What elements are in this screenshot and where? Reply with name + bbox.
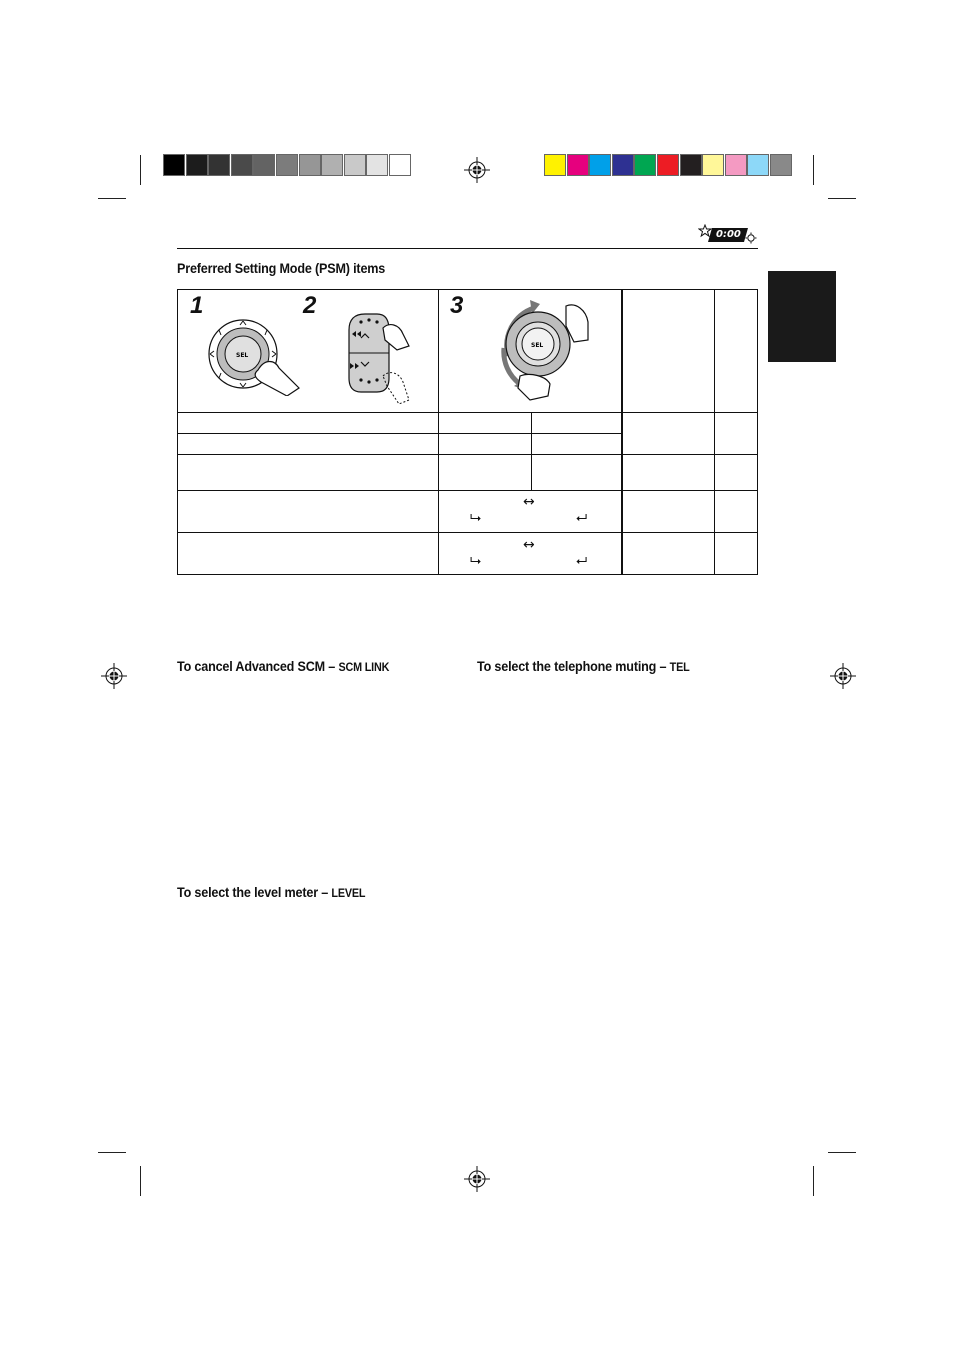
crop-mark bbox=[98, 198, 126, 199]
cancel-scm-heading bbox=[177, 658, 389, 674]
corner-arrow-icon: ⮡ bbox=[470, 553, 482, 569]
table-divider bbox=[178, 532, 758, 533]
bidirectional-arrow-icon: ↔ bbox=[523, 537, 535, 553]
color-bar bbox=[544, 154, 793, 176]
bidirectional-arrow-icon: ↔ bbox=[523, 494, 535, 510]
return-arrow-icon: ⮠ bbox=[576, 510, 588, 526]
corner-arrow-icon: ⮡ bbox=[470, 510, 482, 526]
color-swatch bbox=[589, 154, 611, 176]
tel-text: To select the telephone muting – bbox=[477, 658, 670, 674]
grayscale-swatch bbox=[321, 154, 343, 176]
crop-mark bbox=[98, 1152, 126, 1153]
sel-label: SEL bbox=[236, 352, 249, 359]
crop-mark bbox=[140, 1166, 141, 1196]
control-dial-rotate-illustration bbox=[490, 296, 600, 406]
color-swatch bbox=[657, 154, 679, 176]
svg-text:SEL: SEL bbox=[531, 342, 544, 349]
level-code: LEVEL bbox=[331, 886, 366, 900]
registration-mark-icon bbox=[464, 157, 490, 183]
grayscale-swatch bbox=[366, 154, 388, 176]
language-tab bbox=[768, 271, 836, 362]
level-text: To select the level meter – bbox=[177, 884, 332, 900]
grayscale-swatch bbox=[276, 154, 298, 176]
cancel-scm-text: To cancel Advanced SCM – bbox=[177, 658, 339, 674]
color-swatch bbox=[612, 154, 634, 176]
step-number-1: 1 bbox=[190, 292, 204, 319]
table-divider bbox=[531, 412, 532, 490]
grayscale-swatch bbox=[389, 154, 411, 176]
color-swatch bbox=[544, 154, 566, 176]
display-icon bbox=[698, 224, 760, 244]
telephone-muting-heading bbox=[477, 658, 690, 674]
return-arrow-icon: ⮠ bbox=[576, 553, 588, 569]
table-divider bbox=[178, 412, 758, 413]
crop-mark bbox=[813, 1166, 814, 1196]
grayscale-swatch bbox=[186, 154, 208, 176]
color-swatch bbox=[567, 154, 589, 176]
color-swatch bbox=[634, 154, 656, 176]
step-number-2: 2 bbox=[303, 292, 317, 319]
crop-mark bbox=[828, 1152, 856, 1153]
color-swatch bbox=[680, 154, 702, 176]
section-title: Preferred Setting Mode (PSM) items bbox=[177, 260, 386, 276]
color-swatch bbox=[770, 154, 792, 176]
level-meter-heading bbox=[177, 884, 365, 900]
remote-buttons-illustration bbox=[343, 308, 415, 408]
registration-mark-icon bbox=[464, 1166, 490, 1192]
crop-mark bbox=[828, 198, 856, 199]
header-rule bbox=[177, 248, 758, 249]
table-divider bbox=[178, 433, 622, 434]
crop-mark bbox=[813, 155, 814, 185]
grayscale-swatch bbox=[253, 154, 275, 176]
crop-mark bbox=[140, 155, 141, 185]
color-swatch bbox=[702, 154, 724, 176]
grayscale-swatch bbox=[344, 154, 366, 176]
step-number-3: 3 bbox=[450, 292, 464, 319]
control-dial-press-illustration bbox=[203, 316, 303, 396]
grayscale-swatch bbox=[208, 154, 230, 176]
color-swatch bbox=[725, 154, 747, 176]
psm-table bbox=[177, 289, 758, 575]
grayscale-swatch bbox=[163, 154, 185, 176]
table-divider bbox=[178, 490, 758, 491]
grayscale-swatch bbox=[231, 154, 253, 176]
cancel-scm-code: SCM LINK bbox=[338, 660, 390, 674]
display-time-text: 0:00 bbox=[716, 229, 741, 240]
color-swatch bbox=[747, 154, 769, 176]
registration-mark-icon bbox=[830, 663, 856, 689]
registration-mark-icon bbox=[101, 663, 127, 689]
tel-code: TEL bbox=[669, 660, 690, 674]
grayscale-bar bbox=[163, 154, 412, 176]
table-divider bbox=[178, 454, 758, 455]
grayscale-swatch bbox=[299, 154, 321, 176]
